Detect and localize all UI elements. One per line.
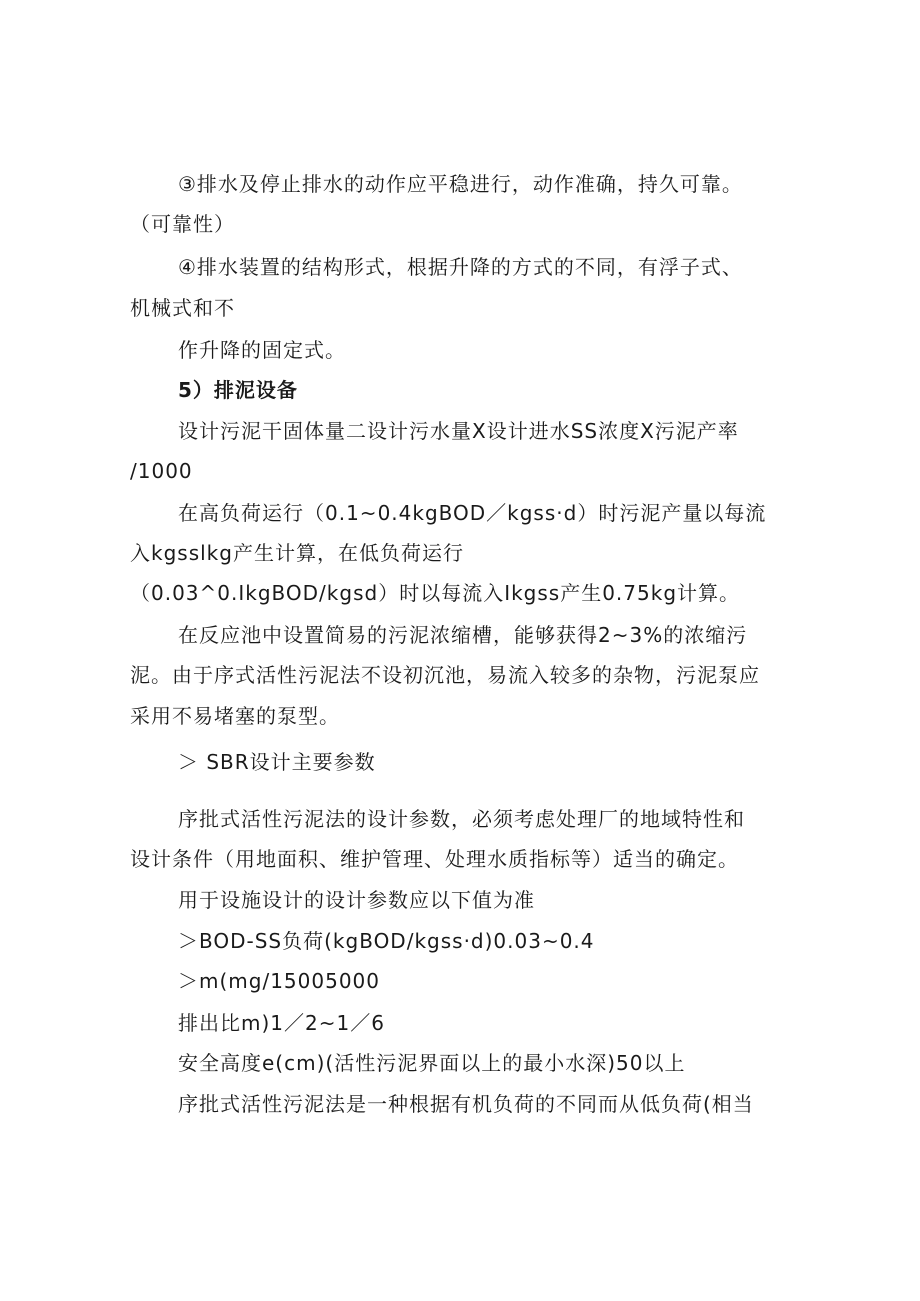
section-heading: 5）排泥设备 <box>178 378 298 402</box>
paragraph-line: 序批式活性污泥法是一种根据有机负荷的不同而从低负荷(相当 <box>178 1092 754 1116</box>
list-item: 排出比m)1／2~1／6 <box>178 1011 385 1035</box>
paragraph-line: 作升降的固定式。 <box>178 338 346 362</box>
paragraph-line: 采用不易堵塞的泵型。 <box>130 704 340 728</box>
paragraph-line: （0.03^0.IkgBOD/kgsd）时以每流入Ikgss产生0.75kg计算。 <box>130 581 741 605</box>
paragraph-line: 泥。由于序式活性污泥法不设初沉池，易流入较多的杂物，污泥泵应 <box>130 663 760 687</box>
paragraph-line: （可靠性） <box>130 212 235 236</box>
paragraph-line: 序批式活性污泥法的设计参数，必须考虑处理厂的地域特性和 <box>178 807 745 831</box>
paragraph-line: ③排水及停止排水的动作应平稳进行，动作准确，持久可靠。 <box>178 172 743 196</box>
paragraph-line: 机械式和不 <box>130 296 235 320</box>
paragraph-line: /1000 <box>130 459 193 483</box>
paragraph-line: 设计条件（用地面积、维护管理、处理水质指标等）适当的确定。 <box>130 847 739 871</box>
list-item: ＞BOD-SS负荷(kgBOD/kgss·d)0.03~0.4 <box>178 929 595 953</box>
paragraph-line: 在反应池中设置简易的污泥浓缩槽，能够获得2~3%的浓缩污 <box>178 623 748 647</box>
paragraph-line: 在高负荷运行（0.1~0.4kgBOD／kgss·d）时污泥产量以每流 <box>178 501 767 525</box>
section-heading: ＞ SBR设计主要参数 <box>178 750 376 774</box>
paragraph-line: ④排水装置的结构形式，根据升降的方式的不同，有浮子式、 <box>178 255 743 279</box>
paragraph-line: 入kgsslkg产生计算，在低负荷运行 <box>130 541 464 565</box>
paragraph-line: 设计污泥干固体量二设计污水量X设计进水SS浓度X污泥产率 <box>178 419 739 443</box>
list-item: ＞m(mg/15005000 <box>178 969 380 993</box>
list-item: 安全高度e(cm)(活性污泥界面以上的最小水深)50以上 <box>178 1051 686 1075</box>
paragraph-line: 用于设施设计的设计参数应以下值为准 <box>178 888 535 912</box>
